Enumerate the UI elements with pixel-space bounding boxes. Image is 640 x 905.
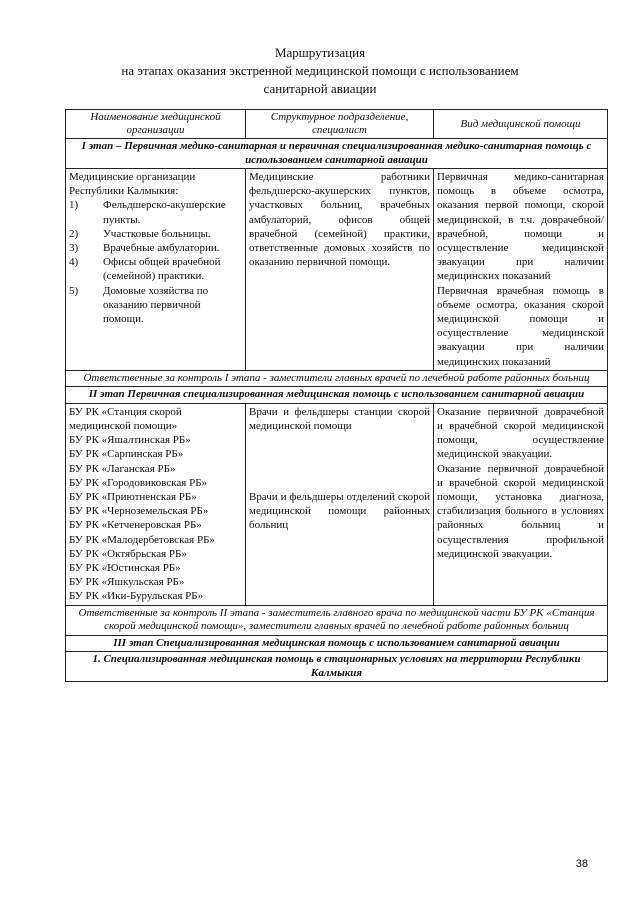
document-title xyxy=(0,44,640,98)
list-item: БУ РК «Яшалтинская РБ» xyxy=(69,434,191,447)
header-care-type: Вид медицинской помощи xyxy=(434,110,608,139)
stage-2-care-district: Оказание первичной доврачебной и врачебной скорой медицинской помощи, установка диагноза, стабилизация больного в условиях районных больниц и осуществления профильной медицинской эвакуации. xyxy=(437,462,604,560)
list-item: БУ РК «Юстинская РБ» xyxy=(69,562,181,575)
list-item: 4) Офисы общей врачебной (семейной) практики. xyxy=(69,256,221,283)
list-item: БУ РК «Приютненская РБ» xyxy=(69,491,197,504)
title-line-3: санитарной авиации xyxy=(263,81,377,96)
stage-2-organizations xyxy=(66,403,246,605)
stage-2-staff-ambulance: Врачи и фельдшеры станции скорой медицинской помощи xyxy=(249,405,430,433)
table-header-row xyxy=(66,110,608,139)
list-item: БУ РК «Кетченеровская РБ» xyxy=(69,519,202,532)
list-item: 5) Домовые хозяйства по оказанию первичной помощи. xyxy=(69,284,209,326)
stage-2-care-ambulance: Оказание первичной доврачебной и врачебной скорой медицинской помощи, осуществление медицинской эвакуации. xyxy=(437,405,604,461)
list-item: БУ РК «Черноземельская РБ» xyxy=(69,505,209,518)
header-subdivision: Структурное подразделение, специалист xyxy=(246,110,434,139)
stage-2-care xyxy=(434,403,608,605)
list-item: БУ РК «Ики-Бурульская РБ» xyxy=(69,590,204,603)
list-item: БУ РК «Лаганская РБ» xyxy=(69,462,176,475)
stage-1-org-intro: Медицинские организации Республики Калмыкия: xyxy=(69,171,196,198)
title-line-2: на этапах оказания экстренной медицинской помощи с использованием xyxy=(121,63,519,78)
list-item: БУ РК «Городовиковская РБ» xyxy=(69,476,208,489)
stage-2-title: II этап Первичная специализированная медицинская помощь с использованием санитарной авиации xyxy=(66,387,608,404)
title-line-1: Маршрутизация xyxy=(274,45,366,60)
list-item: БУ РК «Малодербетовская РБ» xyxy=(69,533,215,546)
list-item: БУ РК «Яшкульская РБ» xyxy=(69,576,185,589)
list-item: 2) Участковые больницы. xyxy=(69,227,211,240)
stage-3-subsection-1: 1. Специализированная медицинская помощь в стационарных условиях на территории Республики Калмыкия xyxy=(66,652,608,682)
stage-2-staff-district: Врачи и фельдшеры отделений скорой медицинской помощи районных больниц xyxy=(249,490,430,532)
page-number: 38 xyxy=(575,858,588,870)
stage-1-care-primary: Первичная медико-санитарная помощь в объеме осмотра, оказания первой помощи, скорой медицинской, в т.ч. доврачебной/врачебной, помощи и осуществление медицинской эвакуации при наличии медицинских показаний xyxy=(437,171,604,283)
list-item: БУ РК «Октябрьская РБ» xyxy=(69,547,187,560)
stage-2-responsible: Ответственные за контроль II этапа - заместитель главного врача по медицинской части БУ РК «Станция скорой медицинской помощи», заместители главных врачей по лечебной работе районных больниц xyxy=(66,605,608,635)
stage-2-row xyxy=(66,403,608,605)
stage-1-care xyxy=(434,169,608,371)
routing-table xyxy=(65,109,608,682)
stage-2-staff xyxy=(246,403,434,605)
stage-1-care-physician: Первичная врачебная помощь в объеме осмотра, оказания скорой медицинской помощи и осуществление медицинской эвакуации при наличии медицинских показаний xyxy=(437,284,604,368)
list-item: БУ РК «Станция скорой медицинской помощи» xyxy=(69,405,182,433)
stage-1-responsible: Ответственные за контроль I этапа - заместители главных врачей по лечебной работе районных больниц xyxy=(66,370,608,387)
list-item: 1) Фельдшерско-акушерские пункты. xyxy=(69,199,226,226)
list-item: 3) Врачебные амбулатории. xyxy=(69,242,220,255)
stage-1-title: I этап – Первичная медико-санитарная и первичная специализированная медико-санитарная помощь с использованием санитарной авиации xyxy=(66,139,608,169)
header-organization: Наименование медицинской организации xyxy=(66,110,246,139)
stage-1-staff: Медицинские работники фельдшерско-акушерских пунктов, участковых больниц, врачебных амбулаторий, офисов общей врачебной (семейной) практики, ответственные домовых хозяйств по оказанию первичной помощи. xyxy=(246,169,434,371)
stage-1-organizations xyxy=(66,169,246,371)
stage-1-row xyxy=(66,169,608,371)
list-item: БУ РК «Сарпинская РБ» xyxy=(69,448,184,461)
stage-3-title: III этап Специализированная медицинская помощь с использованием санитарной авиации xyxy=(66,635,608,652)
